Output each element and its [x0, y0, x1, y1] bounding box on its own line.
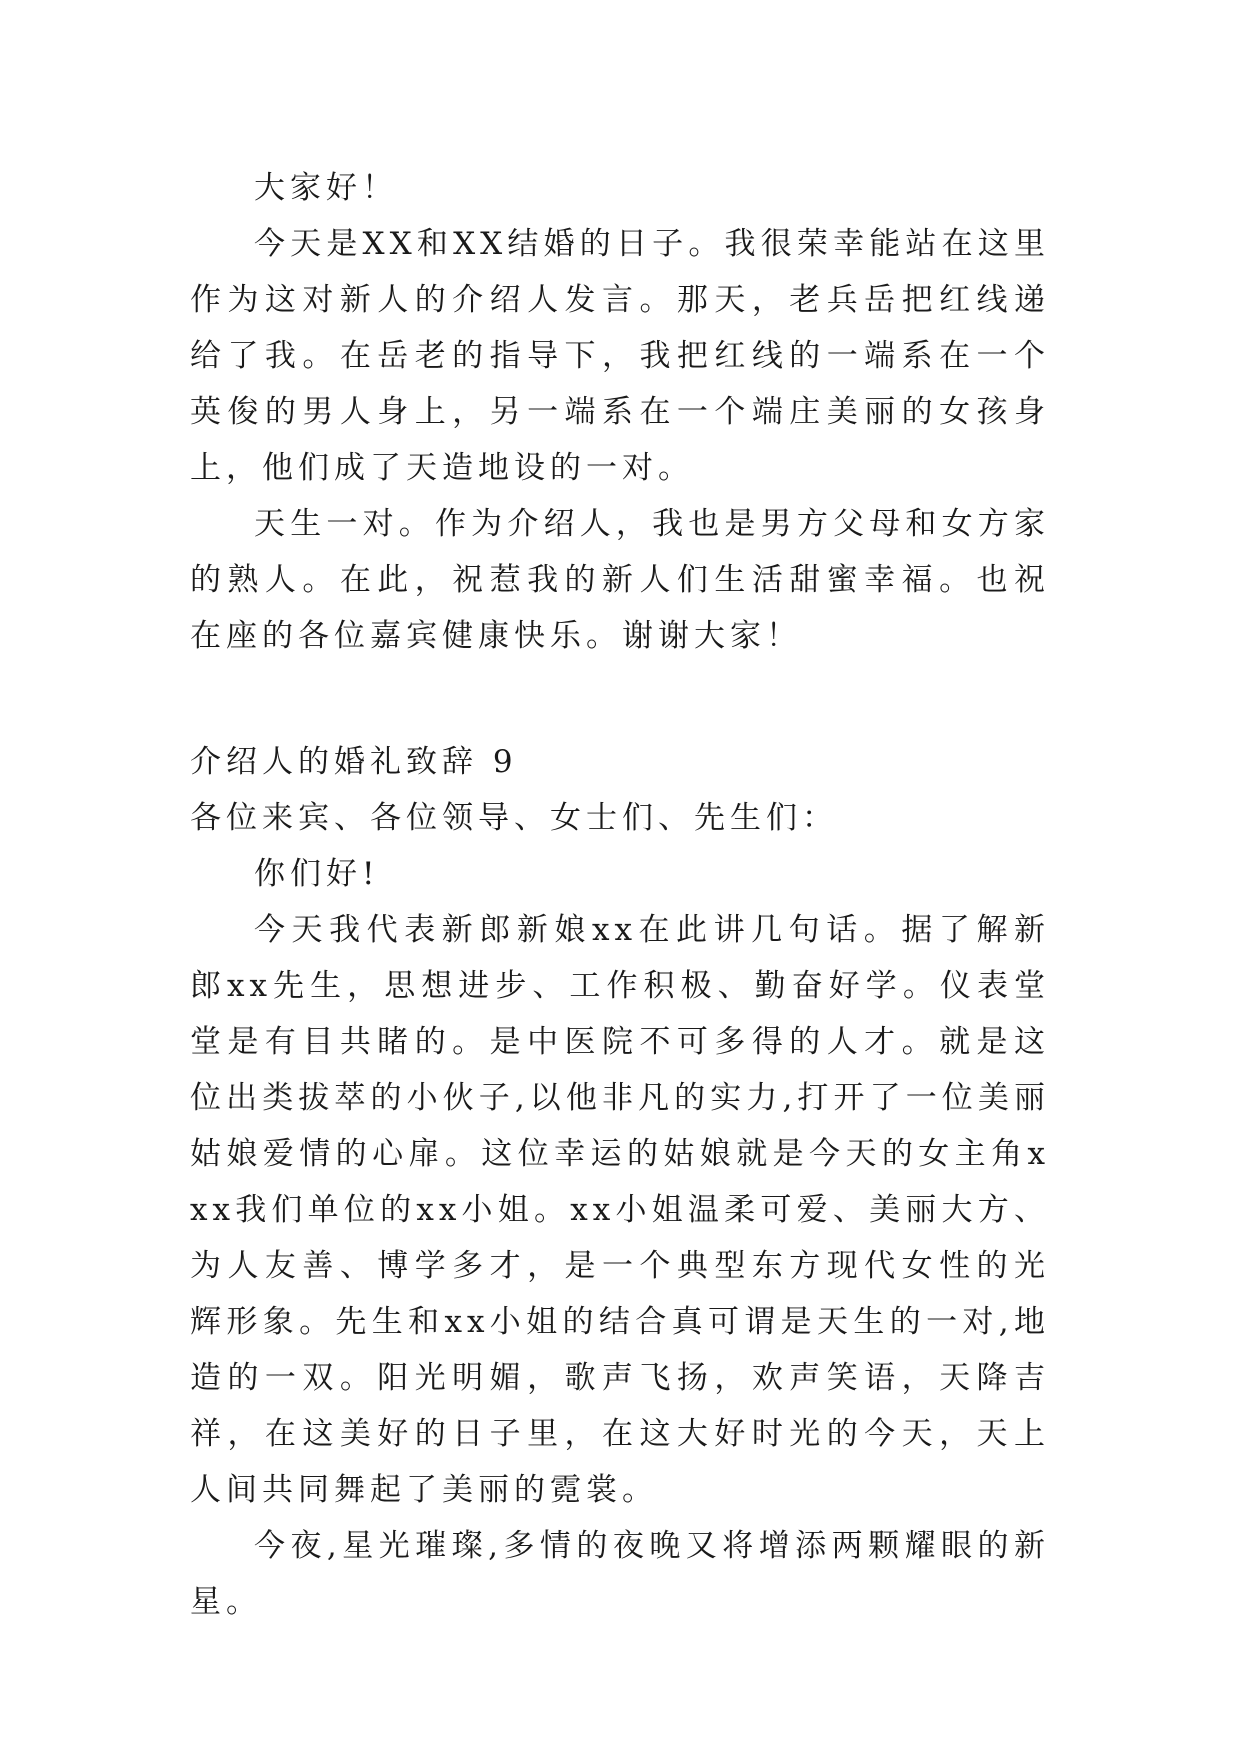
body-paragraph: 今天我代表新郎新娘xx在此讲几句话。据了解新郎xx先生，思想进步、工作积极、勤奋好学。仪表堂堂是有目共睹的。是中医院不可多得的人才。就是这位出类拔萃的小伙子,以他非凡的实力,打开了一位美丽姑娘爱情的心扉。这位幸运的姑娘就是今天的女主角xxx我们单位的xx小姐。xx小姐温柔可爱、美丽大方、为人友善、博学多才，是一个典型东方现代女性的光辉形象。先生和xx小姐的结合真可谓是天生的一对,地造的一双。阳光明媚，歌声飞扬，欢声笑语，天降吉祥，在这美好的日子里，在这大好时光的今天，天上人间共同舞起了美丽的霓裳。: [190, 912, 1050, 1508]
section-spacer: [190, 664, 1050, 734]
salutation-line: 各位来宾、各位领导、女士们、先生们：: [190, 800, 838, 836]
greeting-paragraph: 大家好！: [254, 170, 398, 206]
body-paragraph: 天生一对。作为介绍人，我也是男方父母和女方家的熟人。在此，祝惹我的新人们生活甜蜜幸福。也祝在座的各位嘉宾健康快乐。谢谢大家！: [190, 506, 1050, 654]
body-paragraph: 今天是XX和XX结婚的日子。我很荣幸能站在这里作为这对新人的介绍人发言。那天，老兵岳把红线递给了我。在岳老的指导下，我把红线的一端系在一个英俊的男人身上，另一端系在一个端庄美丽的女孩身上，他们成了天造地设的一对。: [190, 226, 1050, 486]
greeting-paragraph: 你们好!: [254, 856, 380, 892]
document-page: [190, 160, 1050, 1630]
section-title: 介绍人的婚礼致辞 9: [190, 744, 518, 780]
body-paragraph: 今夜,星光璀璨,多情的夜晚又将增添两颗耀眼的新星。: [190, 1528, 1050, 1620]
